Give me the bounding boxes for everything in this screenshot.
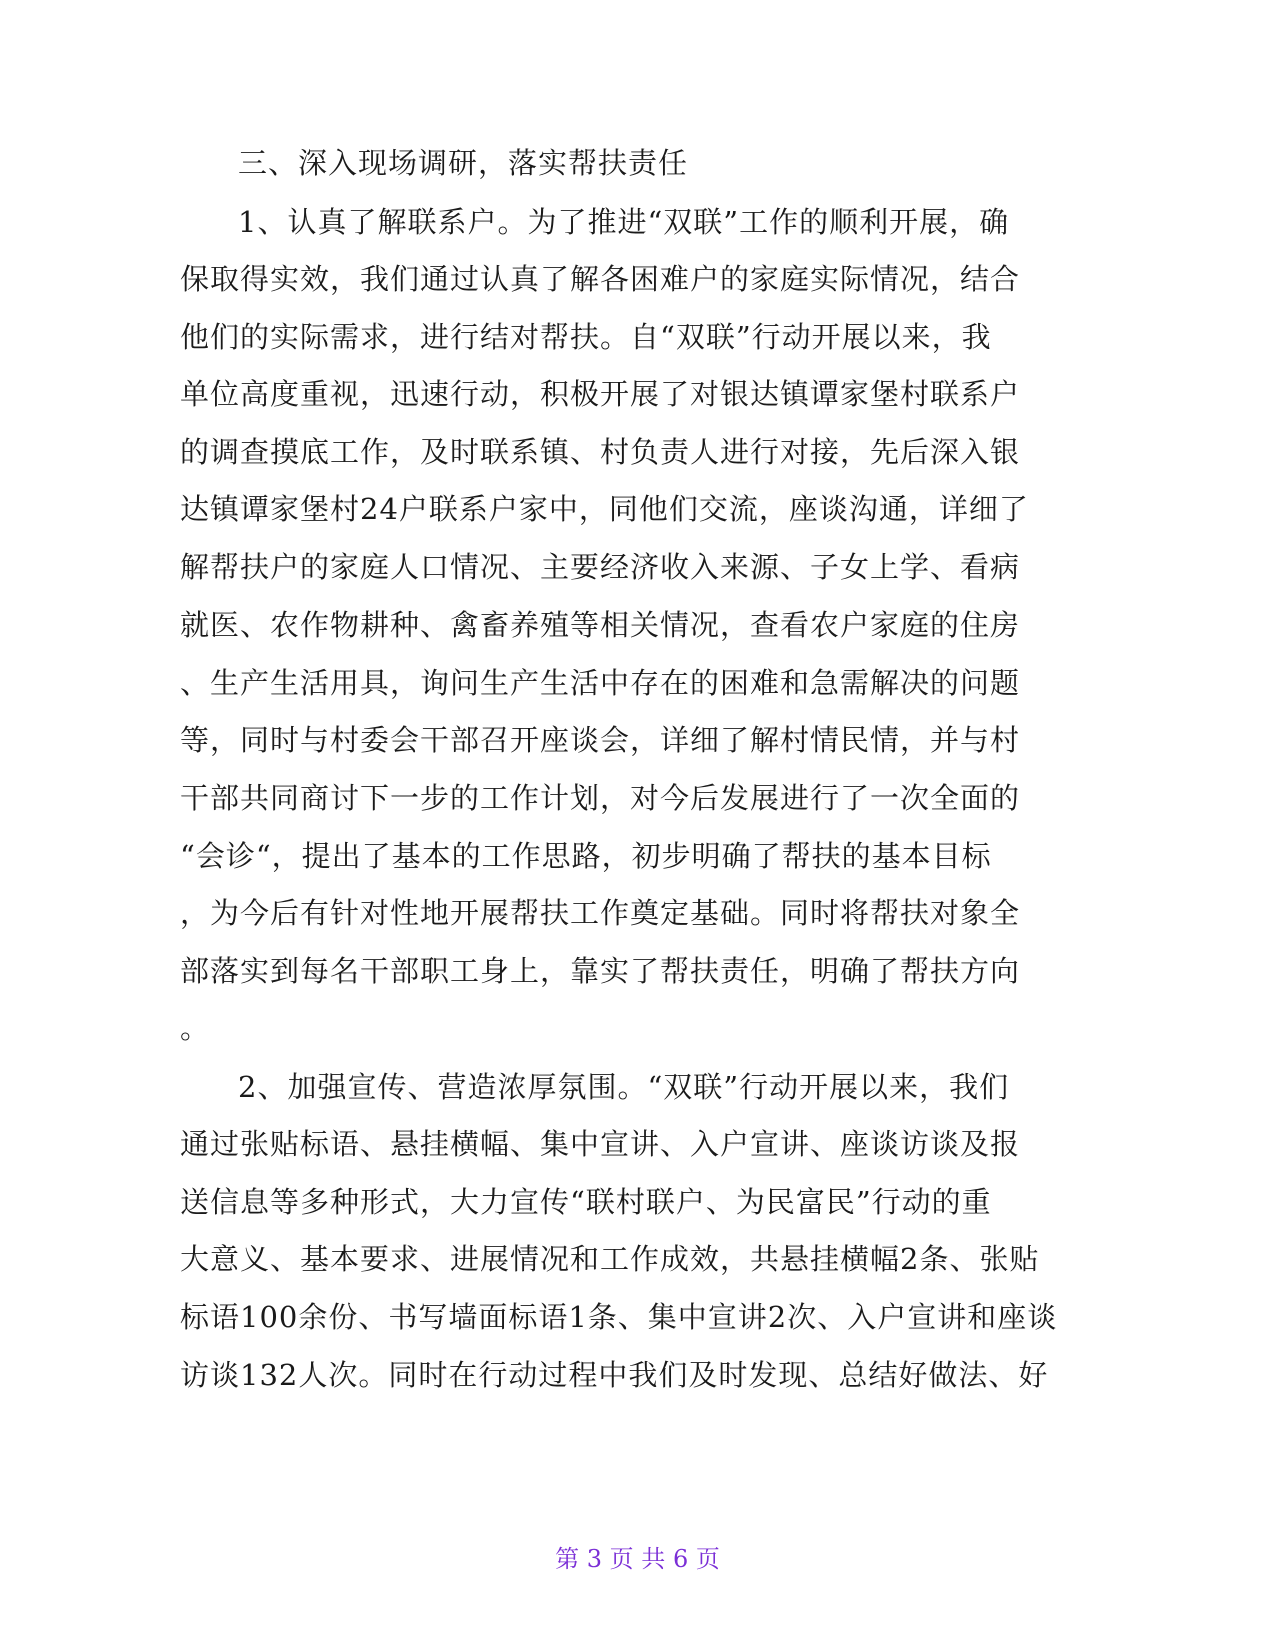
paragraph-line: “会诊“，提出了基本的工作思路，初步明确了帮扶的基本目标 [180, 839, 992, 873]
paragraph-line: 他们的实际需求，进行结对帮扶。自“双联”行动开展以来，我 [180, 320, 992, 354]
paragraph-line: 大意义、基本要求、进展情况和工作成效，共悬挂横幅2条、张贴 [180, 1242, 1040, 1276]
paragraph-line: 、生产生活用具，询问生产生活中存在的困难和急需解决的问题 [180, 666, 1021, 700]
paragraph-line: 1、认真了解联系户。为了推进“双联”工作的顺利开展，确 [238, 205, 1010, 239]
paragraph-line: ，为今后有针对性地开展帮扶工作奠定基础。同时将帮扶对象全 [180, 896, 1021, 930]
paragraph-line: 干部共同商讨下一步的工作计划，对今后发展进行了一次全面的 [180, 781, 1021, 815]
paragraph-line: 单位高度重视，迅速行动，积极开展了对银达镇谭家堡村联系户 [180, 377, 1021, 411]
paragraph-line: 。 [180, 1011, 211, 1045]
paragraph-line: 等，同时与村委会干部召开座谈会，详细了解村情民情，并与村 [180, 723, 1021, 757]
paragraph-line: 的调查摸底工作，及时联系镇、村负责人进行对接，先后深入银 [180, 435, 1021, 469]
section-heading: 三、深入现场调研，落实帮扶责任 [238, 146, 689, 180]
paragraph-line: 访谈132人次。同时在行动过程中我们及时发现、总结好做法、好 [180, 1358, 1049, 1392]
paragraph-line: 解帮扶户的家庭人口情况、主要经济收入来源、子女上学、看病 [180, 550, 1021, 584]
paragraph-line: 保取得实效，我们通过认真了解各困难户的家庭实际情况，结合 [180, 262, 1021, 296]
paragraph-line: 部落实到每名干部职工身上，靠实了帮扶责任，明确了帮扶方向 [180, 954, 1021, 988]
paragraph-line: 送信息等多种形式，大力宣传“联村联户、为民富民”行动的重 [180, 1185, 992, 1219]
paragraph-line: 达镇谭家堡村24户联系户家中，同他们交流，座谈沟通，详细了 [180, 492, 1029, 526]
paragraph-line: 通过张贴标语、悬挂横幅、集中宣讲、入户宣讲、座谈访谈及报 [180, 1127, 1021, 1161]
paragraph-line: 标语100余份、书写墙面标语1条、集中宣讲2次、入户宣讲和座谈 [180, 1300, 1058, 1334]
paragraph-line: 2、加强宣传、营造浓厚氛围。“双联”行动开展以来，我们 [238, 1070, 1010, 1104]
paragraph-line: 就医、农作物耕种、禽畜养殖等相关情况，查看农户家庭的住房 [180, 608, 1021, 642]
page-number-label: 第 3 页 共 6 页 [555, 1545, 720, 1573]
page-footer [0, 1543, 1275, 1575]
